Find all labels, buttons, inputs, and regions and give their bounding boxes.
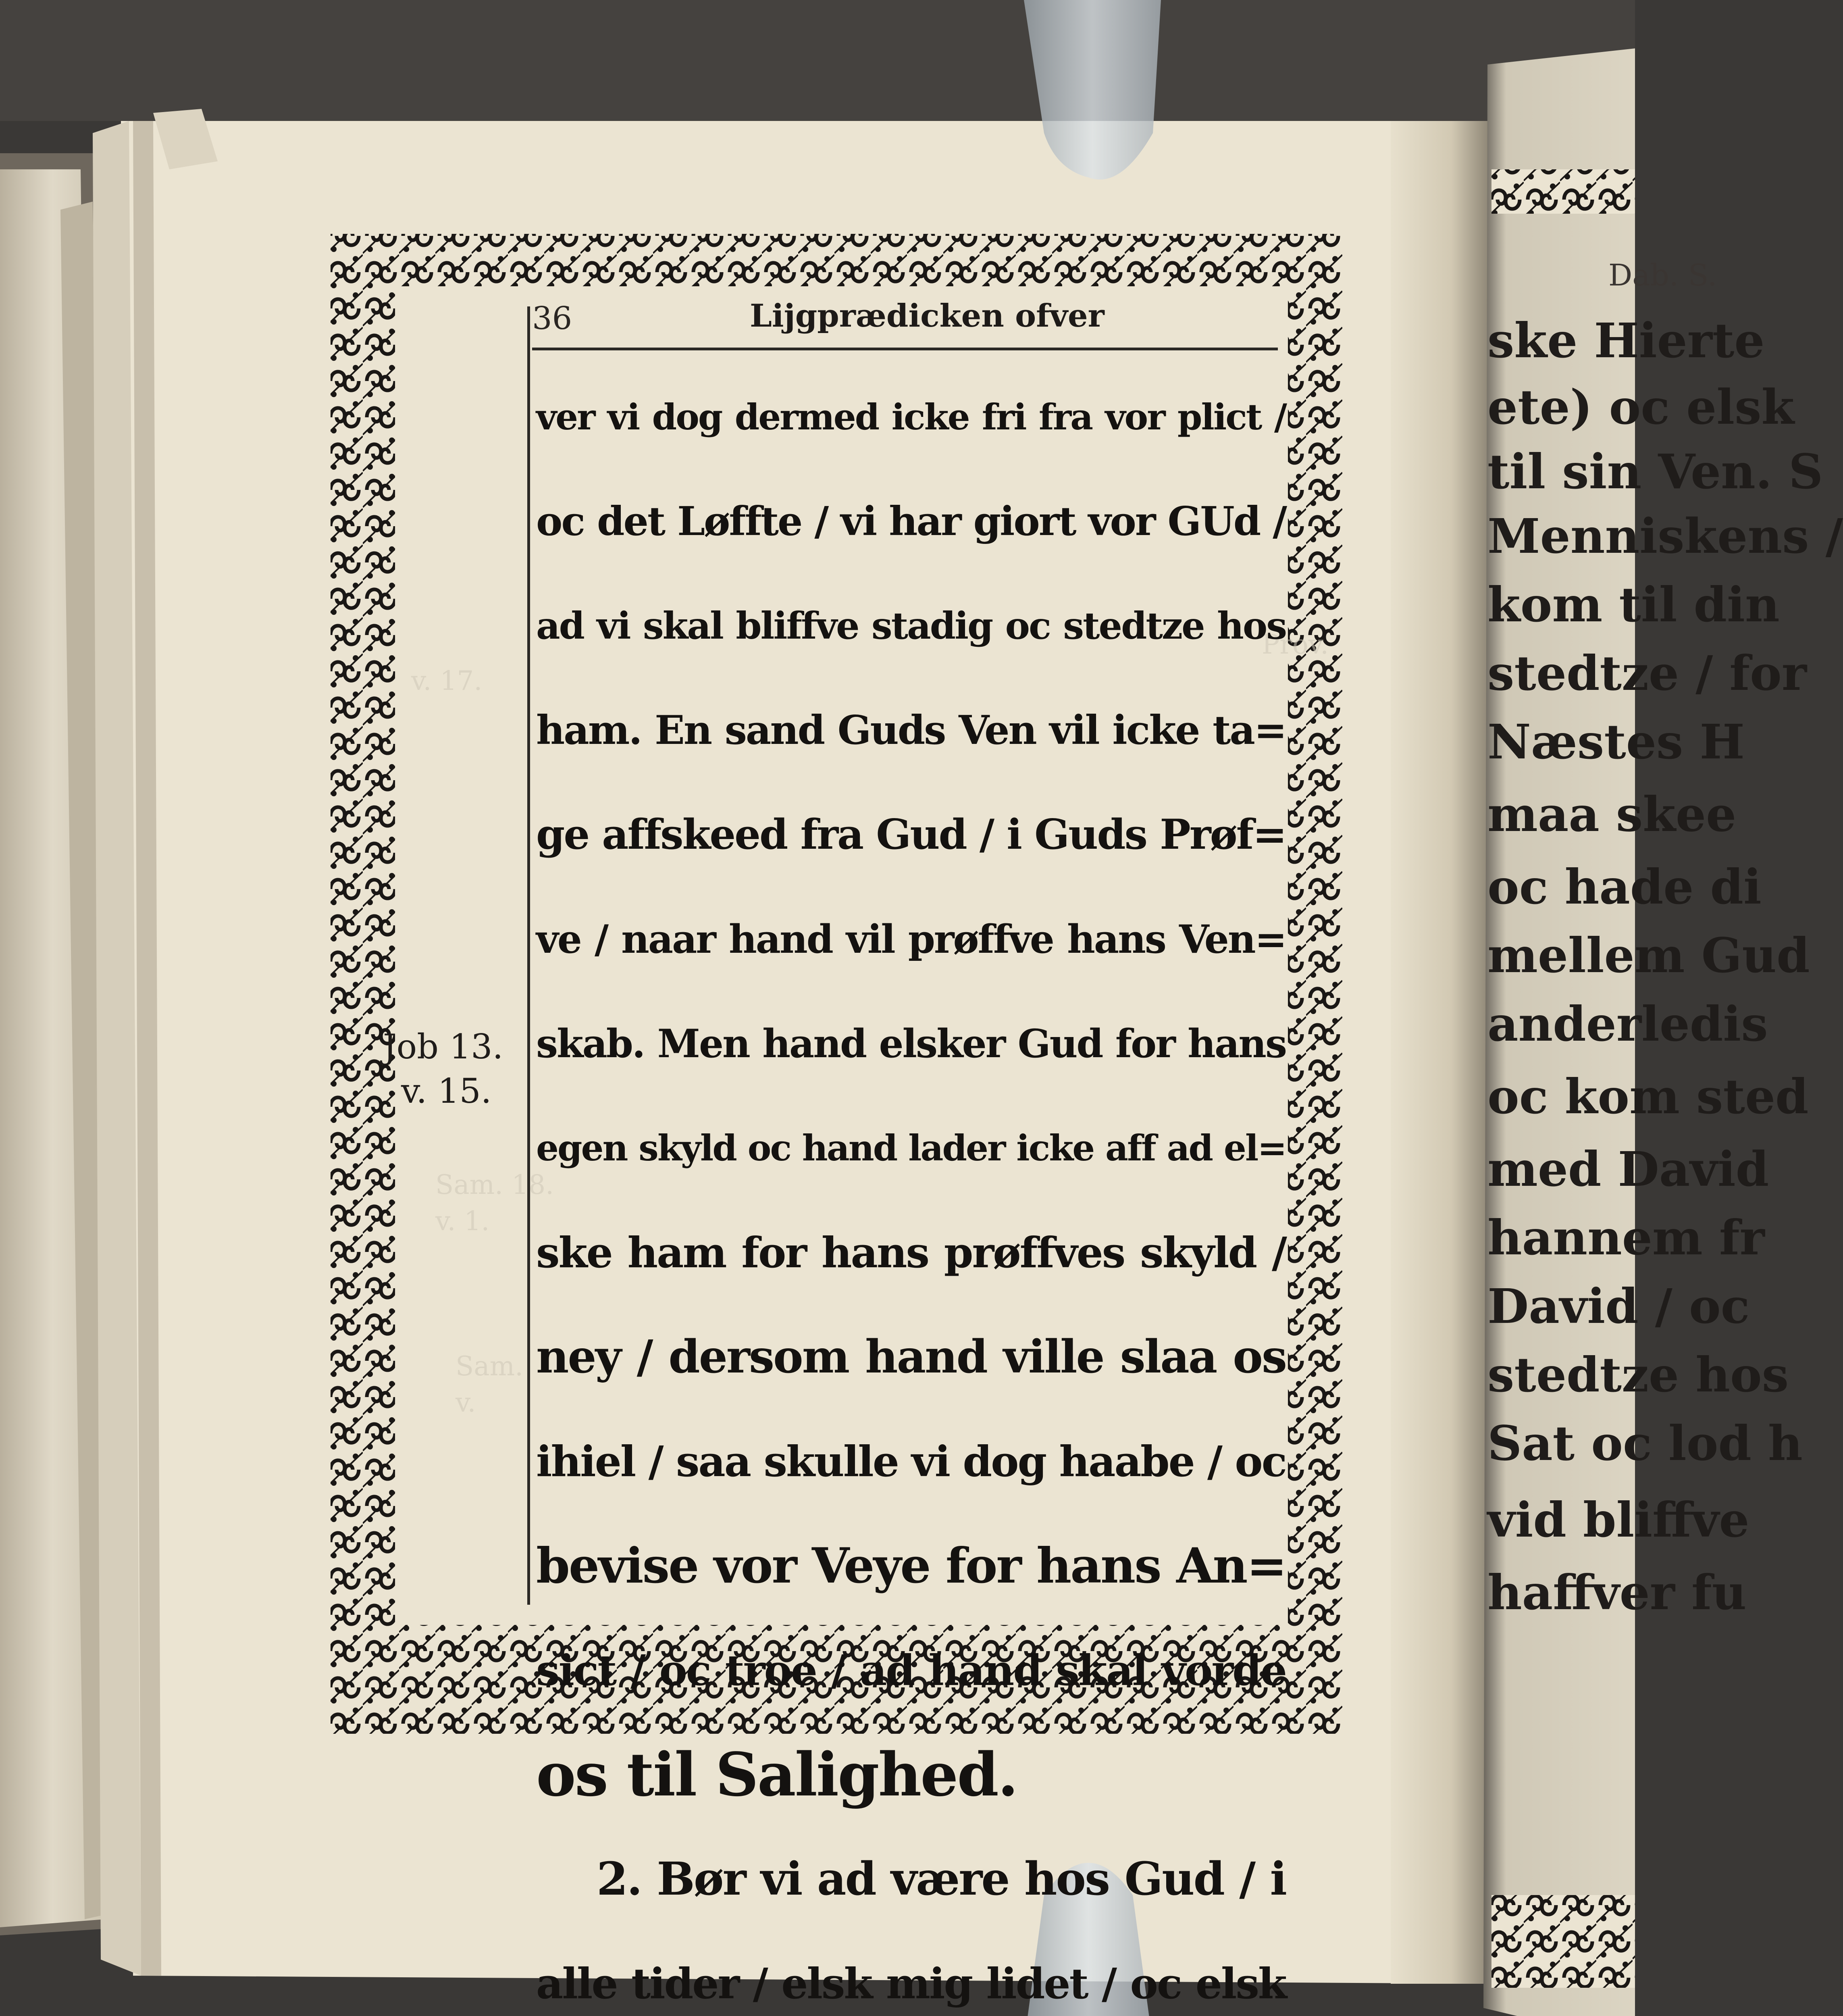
text-line: os til Salighed. <box>536 1739 1017 1810</box>
margin-note-verse: v. 15. <box>401 1071 492 1111</box>
facing-text-line: David / oc <box>1487 1278 1750 1334</box>
text-line: egen skyld oc hand lader icke aff ad el= <box>536 1127 1286 1169</box>
bleed-through-text: v. 17. <box>411 665 483 696</box>
text-line: ske ham for hans prøffves skyld / <box>536 1228 1286 1277</box>
facing-text-line: anderledis <box>1487 996 1768 1052</box>
facing-text-line: ske Hierte <box>1487 312 1765 369</box>
facing-text-line: stedtze hos <box>1487 1347 1789 1403</box>
text-line: ihiel / saa skulle vi dog haabe / oc <box>536 1437 1286 1486</box>
facing-text-line: ete) oc elsk <box>1487 379 1795 435</box>
text-line: alle tider / elsk mig lidet / oc elsk <box>536 1959 1286 2008</box>
text-line: 2. Bør vi ad være hos Gud / i <box>597 1853 1286 1906</box>
facing-text-line: oc hade di <box>1487 859 1762 915</box>
text-line: skab. Men hand elsker Gud for hans <box>536 1021 1286 1066</box>
bleed-through-text: Prov. <box>1262 629 1329 660</box>
text-line: oc det Løffte / vi har giort vor GUd / <box>536 498 1286 545</box>
facing-text-line: Sat oc lod h <box>1487 1415 1803 1471</box>
text-line: ve / naar hand vil prøffve hans Ven= <box>536 916 1286 962</box>
text-line: ney / dersom hand ville slaa os <box>536 1331 1286 1383</box>
bleed-through-text: v. 1. <box>435 1206 490 1237</box>
facing-text-line: maa skee <box>1487 786 1737 842</box>
margin-note-reference: Job 13. <box>383 1027 503 1066</box>
facing-text-line: med David <box>1487 1141 1769 1197</box>
text-line: ad vi skal bliffve stadig oc stedtze hos <box>536 604 1286 648</box>
facing-text-line: vid bliffve <box>1487 1492 1749 1548</box>
text-line: bevise vor Veye for hans An= <box>536 1537 1286 1594</box>
facing-text-line: hannem fr <box>1487 1210 1765 1266</box>
page-number: 36 <box>532 300 572 337</box>
text-line: ham. En sand Guds Ven vil icke ta= <box>536 707 1286 754</box>
facing-text-line: mellem Gud <box>1487 927 1810 983</box>
facing-text-line: kom til din <box>1487 577 1780 633</box>
facing-text-line: haffver fu <box>1487 1564 1747 1620</box>
facing-text-line: stedtze / for <box>1487 645 1807 701</box>
text-line: ge affskeed fra Gud / i Guds Prøf= <box>536 810 1286 859</box>
running-head: Lijgprædicken ofver <box>750 298 1105 334</box>
facing-text-line: oc kom sted <box>1487 1068 1809 1125</box>
bleed-through-text: v. <box>456 1387 476 1418</box>
facing-running-head: Dab. S. <box>1608 258 1717 293</box>
text-line: sict / oc troe / ad hand skal vorde <box>536 1645 1286 1695</box>
facing-text-line: til sin Ven. S <box>1487 444 1823 500</box>
facing-text-line: Menniskens / <box>1487 508 1843 564</box>
facing-text-line: Næstes H <box>1487 714 1745 770</box>
bleed-through-text: Sam. 18. <box>435 1169 554 1200</box>
text-line: ver vi dog dermed icke fri fra vor plict / <box>536 396 1286 438</box>
bleed-through-text: Sam. <box>456 1351 524 1382</box>
